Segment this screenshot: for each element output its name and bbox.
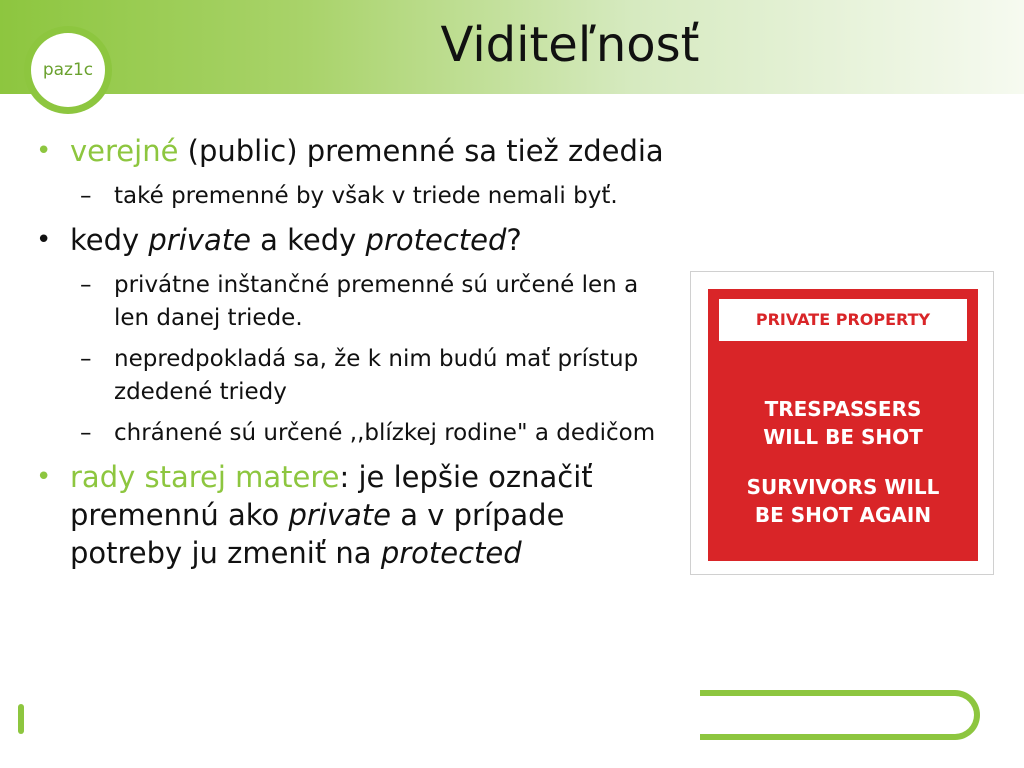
sub-bullet: [36, 180, 666, 213]
bullet-text: ?: [506, 223, 522, 257]
sign-line: TRESPASSERS: [764, 397, 922, 421]
sub-bullet-marker: –: [80, 346, 92, 372]
sub-bullet: [36, 269, 666, 335]
sub-bullet-text: privátne inštančné premenné sú určené len a len danej triede.: [114, 272, 639, 331]
decorative-arc-left: [18, 704, 24, 734]
sub-bullet: [36, 343, 666, 409]
sub-bullet-marker: –: [80, 420, 92, 446]
bullet-marker: •: [36, 136, 52, 166]
sub-bullet-text: také premenné by však v triede nemali byť.: [114, 183, 618, 209]
decorative-bracket-right: [700, 690, 980, 740]
sub-bullet-marker: –: [80, 272, 92, 298]
sign-image: [690, 271, 994, 575]
bullet-term: verejné: [70, 134, 179, 168]
logo-text: paz1c: [31, 33, 105, 107]
bullet-text: : je lepšie označiť premennú ako: [70, 460, 593, 532]
bullet-emphasis: private: [288, 498, 392, 532]
private-property-sign: [708, 289, 978, 561]
bullet-emphasis: protected: [365, 223, 507, 257]
bullet-emphasis: protected: [380, 536, 522, 570]
bullet-term: rady starej matere: [70, 460, 340, 494]
bullet-public: [36, 132, 666, 170]
sub-bullet-marker: –: [80, 183, 92, 209]
bullet-private-protected: [36, 221, 666, 259]
bullet-marker: •: [36, 462, 52, 492]
sub-bullet: [36, 417, 666, 450]
logo: [24, 26, 112, 114]
bullet-text: a kedy: [250, 223, 366, 257]
bullet-marker: •: [36, 225, 52, 255]
bullet-text: (public) premenné sa tiež zdedia: [178, 134, 664, 168]
sign-line: WILL BE SHOT: [763, 425, 923, 449]
bullet-advice: [36, 458, 666, 572]
sub-bullet-text: chránené sú určené ,,blízkej rodine" a dedičom: [114, 420, 656, 446]
sign-line: SURVIVORS WILL: [746, 475, 940, 499]
bullet-emphasis: private: [148, 223, 251, 257]
slide-header: [0, 0, 1024, 94]
sign-line: BE SHOT AGAIN: [754, 503, 932, 527]
slide-title: Viditeľnosť: [440, 17, 700, 73]
bullet-text: a v prípade potreby ju zmeniť na: [70, 498, 565, 570]
sign-header: PRIVATE PROPERTY: [719, 299, 967, 341]
bullet-text: kedy: [70, 223, 149, 257]
sub-bullet-text: nepredpokladá sa, že k nim budú mať prístup zdedené triedy: [114, 346, 639, 405]
slide-content: [36, 132, 666, 582]
